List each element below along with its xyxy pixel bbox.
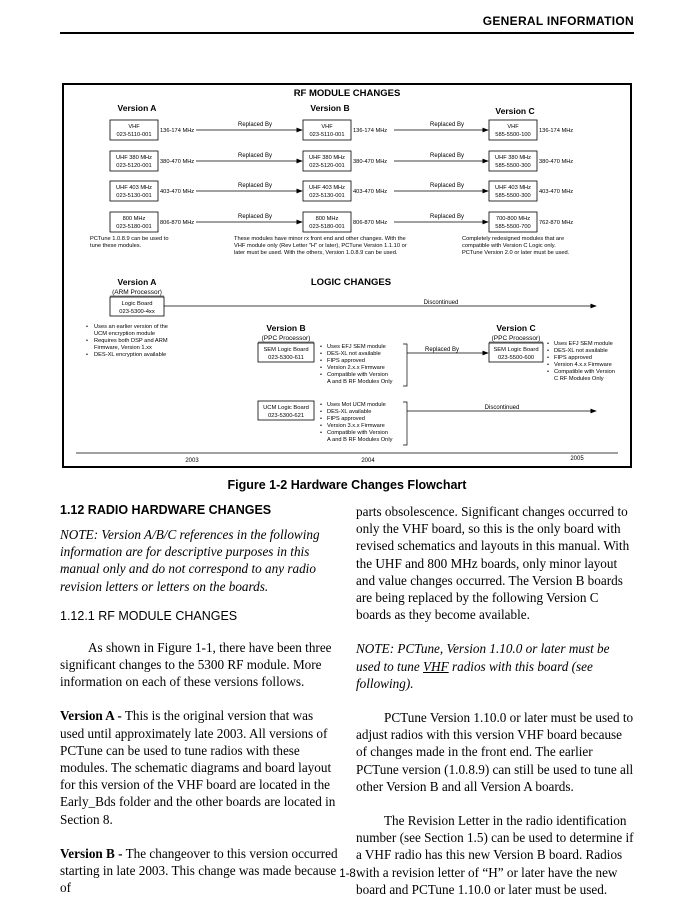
- rf-part-c-1: 585-5500-100: [495, 132, 531, 138]
- heading-radio-hardware-changes: 1.12 RADIO HARDWARE CHANGES: [60, 503, 272, 517]
- rf-part-b-3: 023-5130-001: [309, 193, 345, 199]
- rf-note-b-2: VHF module only (Rev Letter "H" or later), PCTune Version 1.1.10 or: [234, 243, 407, 249]
- rf-replaced-by-1-3: Replaced By: [237, 183, 273, 189]
- logic-c-b5: Compatible with Version: [554, 369, 616, 375]
- rf-title: RF MODULE CHANGES: [293, 88, 401, 99]
- rf-freq-b-2: 380-470 MHz: [353, 159, 388, 165]
- svg-text:•: •: [547, 355, 549, 361]
- rf-part-c-4: 585-5500-700: [495, 224, 531, 230]
- paragraph-rf-intro: As shown in Figure 1-1, there have been three significant changes to the 5300 RF module. More information on each of these versions follows.: [60, 639, 332, 690]
- note-pctune-b: radios with this board (see following).: [356, 658, 593, 691]
- rf-part-a-4: 023-5180-001: [116, 224, 152, 230]
- logic-c-b2: DES-XL not available: [554, 348, 608, 354]
- logic-a-b1c: UCM encryption module: [94, 331, 156, 337]
- logic-b2-b5: Compatible with Version: [327, 430, 389, 436]
- rf-part-c-3: 585-5500-300: [495, 193, 531, 199]
- logic-a-proc: (ARM Processor): [112, 289, 162, 296]
- paragraph-pctune-version: PCTune Version 1.10.0 or later must be used to adjust radios with this version VHF board because of changes made in the front end. The earlier PCTune version (1.0.8.9) can still be used to tune all other Version B and all Version A boards.: [356, 710, 634, 794]
- svg-text:•: •: [547, 341, 549, 347]
- logic-b2-discontinued: Discontinued: [484, 405, 520, 411]
- logic-a-board: Logic Board: [121, 301, 153, 307]
- logic-version-c: Version C: [496, 323, 536, 333]
- rf-part-a-3: 023-5130-001: [116, 193, 152, 199]
- rf-replaced-by-2-4: Replaced By: [429, 214, 465, 220]
- page-header: [60, 10, 634, 34]
- version-a-text: This is the original version that was used until approximately late 2003. All versions of PCTune can be used to tune radios with these modules. The schematic diagrams and board layout for this version of the VHF board are located in the Early_Bds folder and the other boards are located in Section 8.: [60, 708, 336, 827]
- rf-version-b: Version B: [310, 103, 350, 113]
- logic-b1-b5c: A and B RF Modules Only: [327, 379, 393, 385]
- svg-text:•: •: [547, 362, 549, 368]
- rf-name-a-1: VHF: [128, 124, 140, 130]
- rf-part-b-2: 023-5120-001: [309, 163, 345, 169]
- version-a-label: Version A -: [60, 708, 122, 724]
- svg-text:•: •: [320, 358, 322, 364]
- paragraph-revision-letter: The Revision Letter in the radio identification number (see Section 1.5) can be used to determine if a VHF radio has this new Version B board. Radios with a revision letter of “H” or later have the new board and PCTune 1.10.0 or later must be used.: [356, 813, 634, 897]
- logic-b-proc: (PPC Processor): [261, 335, 311, 342]
- logic-b1-b4: Version 2.x.x Firmware: [327, 365, 385, 371]
- rf-part-b-4: 023-5180-001: [309, 224, 345, 230]
- year-2003: 2003: [185, 458, 199, 464]
- svg-text:•: •: [86, 338, 88, 344]
- logic-b-part1: 023-5300-611: [268, 355, 304, 361]
- note-pctune-vhf: VHF: [423, 658, 449, 674]
- logic-a-b2: Requires both DSP and ARM: [94, 338, 168, 344]
- logic-b1-b3: FIPS approved: [327, 358, 365, 364]
- svg-text:•: •: [320, 365, 322, 371]
- rf-note-b-3: later must be used. With the others, Version 1.0.8.9 can be used.: [234, 250, 398, 256]
- rf-note-a-2: tune these modules.: [90, 243, 142, 249]
- rf-part-a-2: 023-5120-001: [116, 163, 152, 169]
- rf-freq-b-1: 136-174 MHz: [353, 128, 388, 134]
- year-2004: 2004: [361, 458, 375, 464]
- version-b-label: Version B -: [60, 845, 123, 861]
- svg-text:•: •: [86, 352, 88, 358]
- logic-b2-b2: DES-XL available: [327, 409, 372, 415]
- logic-a-bullets: [86, 324, 168, 358]
- figure-caption: Figure 1-2 Hardware Changes Flowchart: [227, 478, 467, 492]
- page-number: 1-8: [339, 868, 356, 880]
- logic-c-bullets: [547, 341, 615, 382]
- logic-b1-b1: Uses EFJ SEM module: [327, 344, 386, 350]
- rf-note-c-1: Completely redesigned modules that are: [462, 236, 565, 242]
- logic-b2-b1: Uses Mot UCM module: [327, 402, 386, 408]
- rf-freq-a-1: 136-174 MHz: [160, 128, 195, 134]
- logic-a-b3: DES-XL encryption available: [94, 352, 167, 358]
- svg-text:•: •: [547, 369, 549, 375]
- logic-b-board2: UCM Logic Board: [263, 405, 309, 411]
- logic-c-proc: (PPC Processor): [491, 335, 541, 342]
- rf-name-c-3: UHF 403 MHz: [494, 185, 532, 191]
- logic-b2-b3: FIPS approved: [327, 416, 365, 422]
- rf-replaced-by-2-3: Replaced By: [429, 183, 465, 189]
- logic-b2-b5c: A and B RF Modules Only: [327, 437, 393, 443]
- rf-replaced-by-1-4: Replaced By: [237, 214, 273, 220]
- rf-replaced-by-2-2: Replaced By: [429, 153, 465, 159]
- logic-version-b: Version B: [266, 323, 306, 333]
- year-2005: 2005: [570, 456, 584, 462]
- rf-replaced-by-2-1: Replaced By: [429, 122, 465, 128]
- svg-text:•: •: [320, 423, 322, 429]
- rf-freq-a-2: 380-470 MHz: [160, 159, 195, 165]
- logic-c-b5c: C RF Modules Only: [554, 376, 604, 382]
- note-pctune: [356, 640, 634, 692]
- logic-b2-b4: Version 3.x.x Firmware: [327, 423, 385, 429]
- rf-freq-c-4: 762-870 MHz: [539, 220, 574, 226]
- rf-note-b-1: These modules have minor rx front end and other changes. With the: [234, 236, 406, 242]
- rf-notes: [90, 236, 570, 256]
- rf-rows: [110, 120, 573, 232]
- rf-name-c-4: 700-800 MHz: [495, 216, 531, 222]
- rf-freq-b-3: 403-470 MHz: [353, 189, 388, 195]
- paragraph-version-a: [60, 707, 338, 827]
- rf-version-a: Version A: [117, 103, 157, 113]
- rf-freq-b-4: 806-870 MHz: [353, 220, 388, 226]
- logic-c-board: SEM Logic Board: [493, 347, 539, 353]
- svg-text:•: •: [320, 402, 322, 408]
- rf-name-a-3: UHF 403 MHz: [115, 185, 153, 191]
- rf-freq-a-4: 806-870 MHz: [160, 220, 195, 226]
- svg-text:•: •: [86, 324, 88, 330]
- logic-a-b2c: Firmware, Version 1.xx: [94, 345, 152, 351]
- logic-title: LOGIC CHANGES: [310, 277, 392, 288]
- version-b-text: The changeover to this version occurred starting in late 2003. This change was made because of: [60, 845, 338, 896]
- rf-freq-c-1: 136-174 MHz: [539, 128, 574, 134]
- rf-name-b-3: UHF 403 MHz: [308, 185, 346, 191]
- rf-name-b-2: UHF 380 MHz: [308, 155, 346, 161]
- svg-text:•: •: [547, 348, 549, 354]
- svg-text:•: •: [320, 409, 322, 415]
- rf-note-c-2: compatible with Version C Logic only.: [462, 243, 556, 249]
- rf-name-b-4: 800 MHz: [315, 216, 339, 222]
- note-pctune-a: NOTE: PCTune, Version 1.10.0 or later must be used to tune: [356, 641, 610, 674]
- logic-c-b4: Version 4.x.x Firmware: [554, 362, 612, 368]
- logic-a-b1: Uses an earlier version of the: [94, 324, 168, 330]
- heading-rf-module-changes: 1.12.1 RF MODULE CHANGES: [60, 608, 238, 623]
- logic-c-b3: FIPS approved: [554, 355, 592, 361]
- hardware-changes-flowchart: [62, 83, 632, 468]
- rf-name-a-2: UHF 380 MHz: [115, 155, 153, 161]
- svg-text:•: •: [320, 416, 322, 422]
- left-column: [60, 503, 338, 896]
- section-title: GENERAL INFORMATION: [482, 14, 634, 28]
- logic-version-a: Version A: [117, 277, 157, 287]
- rf-note-a-1: PCTune 1.0.8.9 can be used to: [90, 236, 169, 242]
- logic-c-b1: Uses EFJ SEM module: [554, 341, 613, 347]
- rf-freq-a-3: 403-470 MHz: [160, 189, 195, 195]
- logic-b-part2: 023-5300-621: [267, 413, 305, 419]
- flowchart-svg: [64, 85, 630, 466]
- note-version-references: NOTE: Version A/B/C references in the following information are for descriptive purposes in this manual only and do not correspond to any radio revision letters or letters on the boards.: [60, 527, 320, 594]
- rf-note-c-3: PCTune Version 2.0 or later must be used.: [462, 250, 570, 256]
- rf-replaced-by-1-1: Replaced By: [237, 122, 273, 128]
- logic-b-replaced-by: Replaced By: [424, 347, 460, 353]
- logic-b-bullets2: [320, 402, 393, 443]
- right-column: [356, 503, 634, 898]
- logic-c-part: 023-5500-600: [497, 355, 535, 361]
- rf-name-c-1: VHF: [507, 124, 519, 130]
- logic-a-discontinued: Discontinued: [423, 300, 459, 306]
- logic-b-bullets1: [320, 344, 393, 385]
- logic-b1-b2: DES-XL not available: [327, 351, 381, 357]
- svg-text:•: •: [320, 372, 322, 378]
- rf-part-c-2: 585-5500-300: [495, 163, 531, 169]
- rf-part-b-1: 023-5110-001: [309, 132, 345, 138]
- rf-name-a-4: 800 MHz: [122, 216, 146, 222]
- rf-name-c-2: UHF 380 MHz: [494, 155, 532, 161]
- rf-replaced-by-1-2: Replaced By: [237, 153, 273, 159]
- logic-a-part: 023-5300-4xx: [119, 309, 155, 315]
- paragraph-obsolescence: parts obsolescence. Significant changes occurred to only the VHF board, so this is the only board with revised schematics and layouts in this manual. With the UHF and 800 MHz boards, only minor layout and value changes occurred. The Version B boards are being replaced by the following Version C boards as they become available.: [356, 504, 630, 623]
- svg-text:•: •: [320, 344, 322, 350]
- rf-freq-c-3: 403-470 MHz: [539, 189, 574, 195]
- logic-b1-b5: Compatible with Version: [327, 372, 389, 378]
- rf-version-c: Version C: [495, 106, 535, 116]
- svg-text:•: •: [320, 351, 322, 357]
- rf-name-b-1: VHF: [321, 124, 333, 130]
- svg-text:•: •: [320, 430, 322, 436]
- rf-part-a-1: 023-5110-001: [116, 132, 152, 138]
- rf-freq-c-2: 380-470 MHz: [539, 159, 574, 165]
- logic-b-board1: SEM Logic Board: [263, 347, 309, 353]
